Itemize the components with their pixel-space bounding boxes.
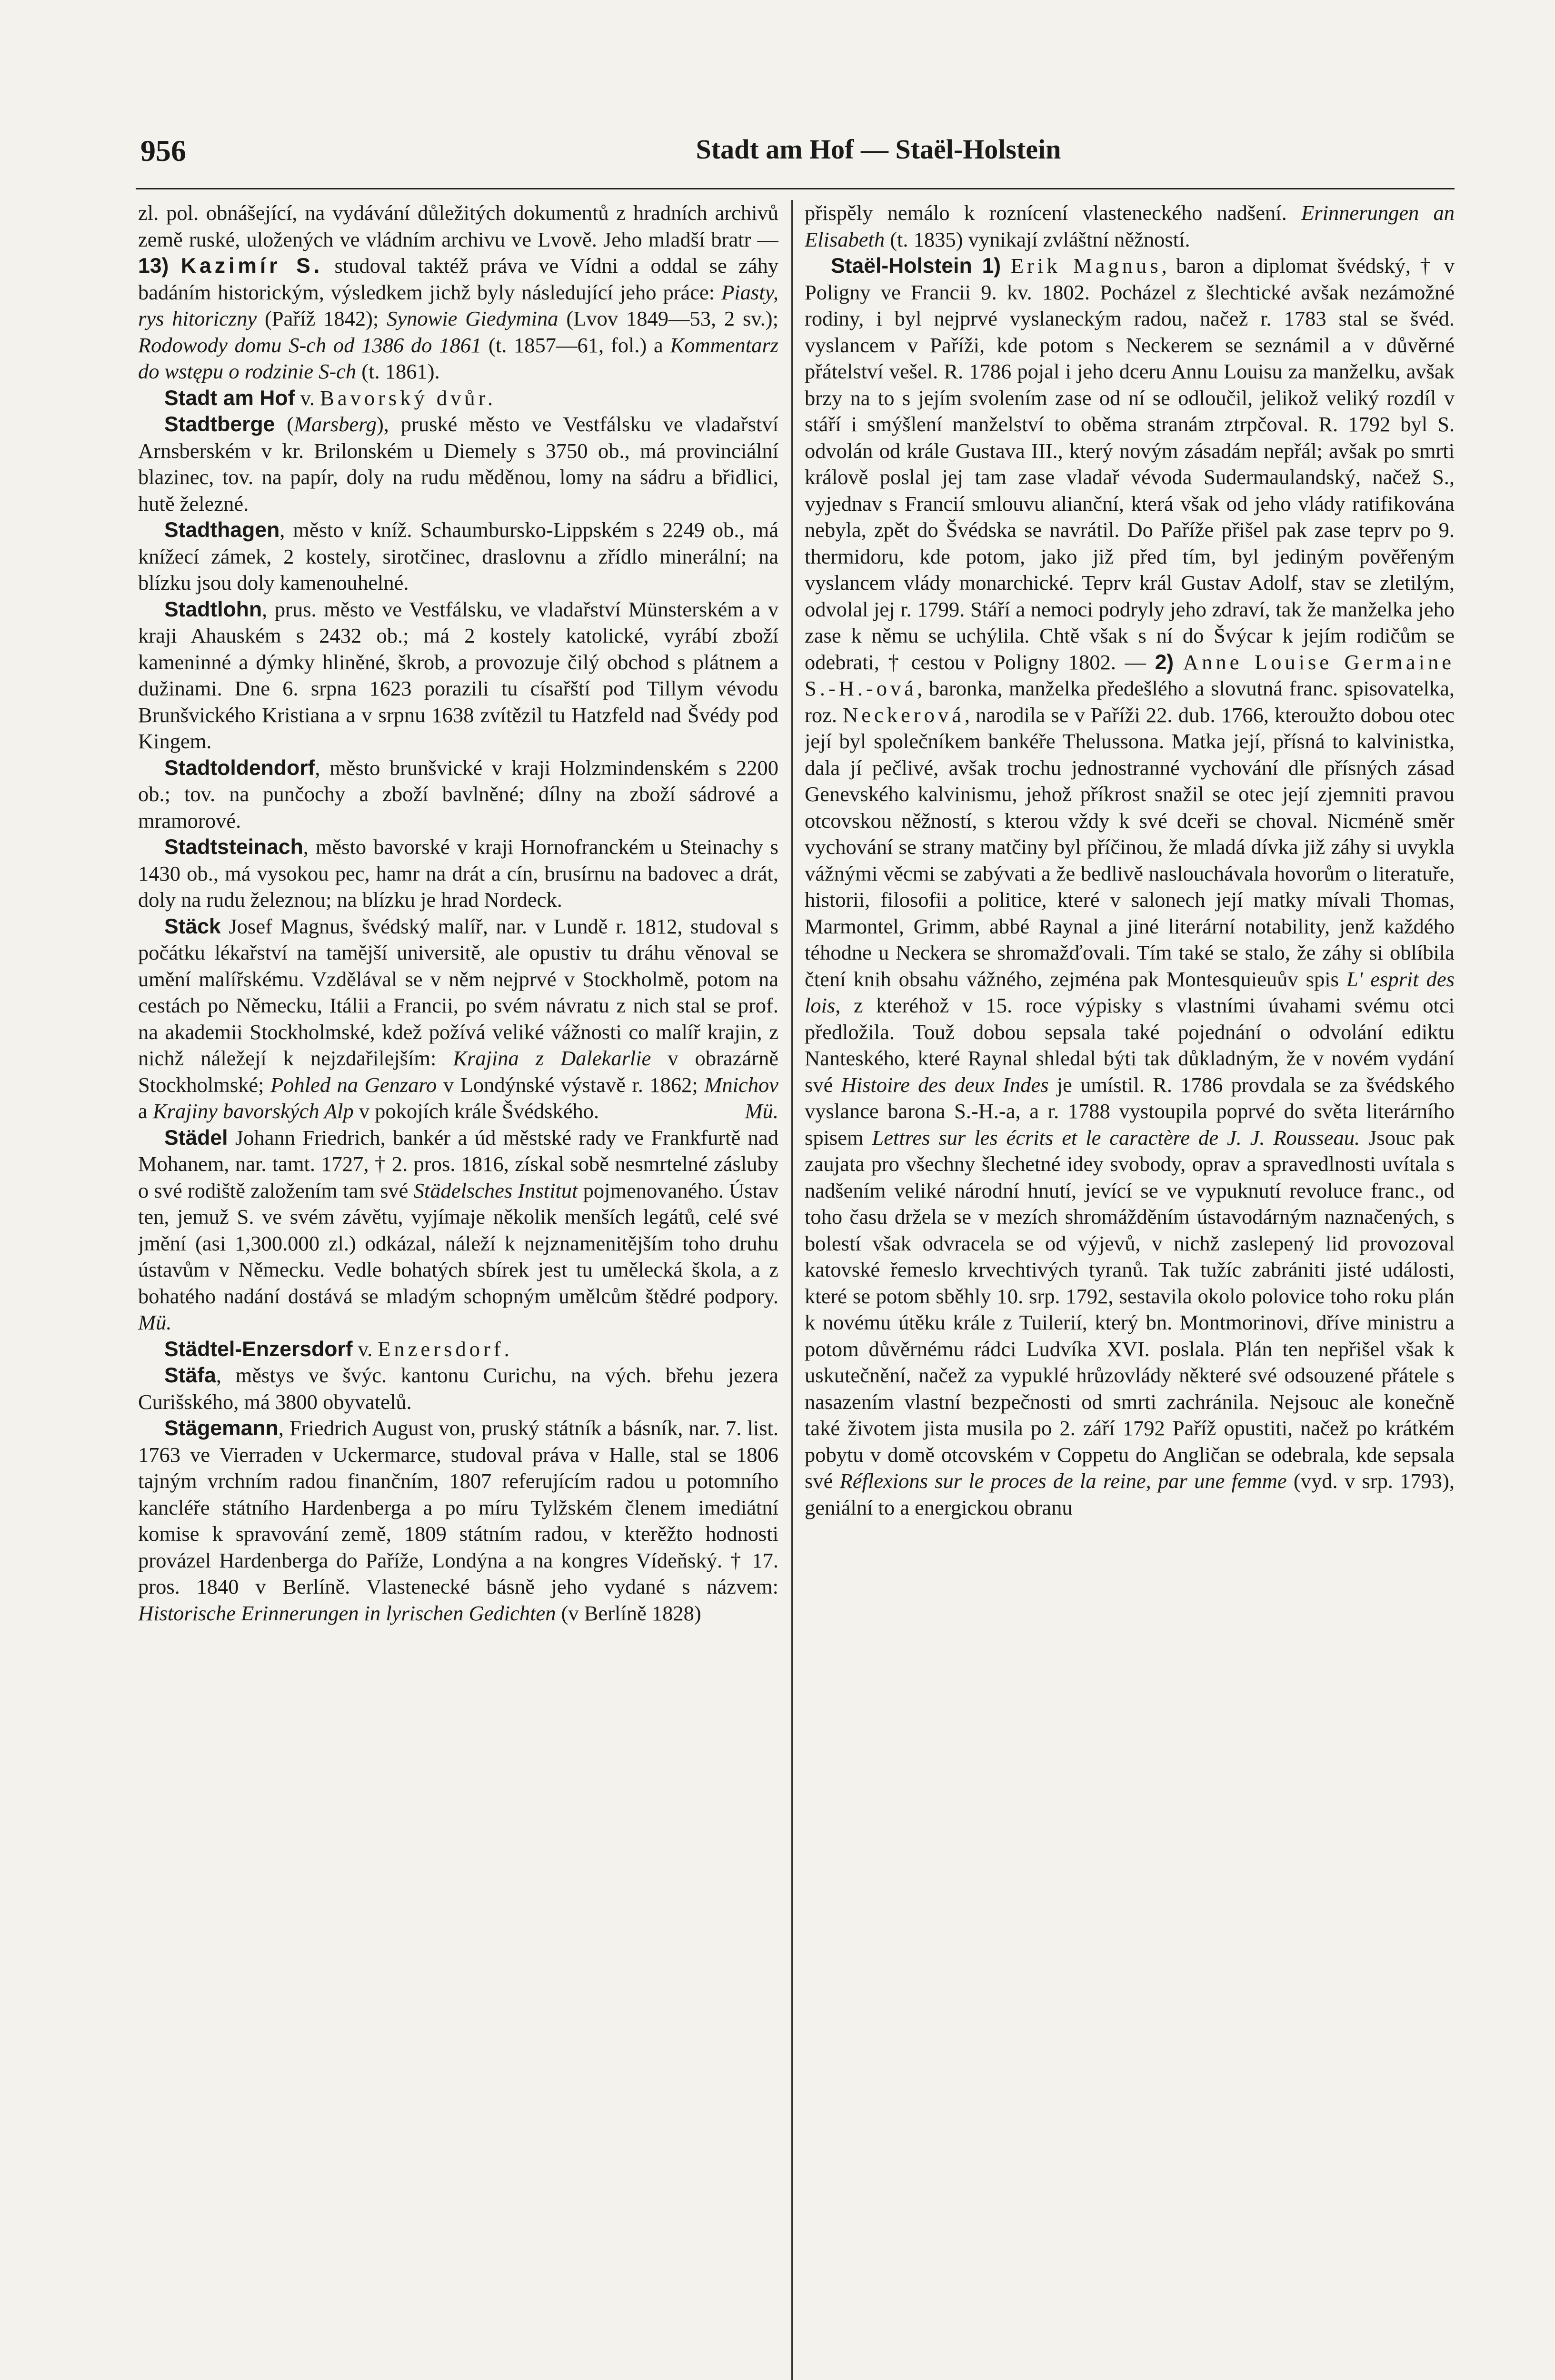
entry-stadthagen: Stadthagen, město v kníž. Schaumbursko-Lippském s 2249 ob., má knížecí zámek, 2 kostely, sirotčinec, draslovnu a zřídlo minerální; na blízku jsou doly kamenouhelné. [138,518,778,595]
entry-continuation: zl. pol. obnášející, na vydávání důležitých dokumentů z hradních archivů země ruské, uložených ve vládním archivu ve Lvově. Jeho mladší bratr — 13) Kazimír S. studoval taktéž práva ve Vídni a oddal se záhy badáním historickým, výsledkem jichž byly následující jeho práce: Piasty, rys hitoriczny (Paříž 1842); Synowie Giedymina (Lvov 1849—53, 2 sv.); Rodowody domu S-ch od 1386 do 1861 (t. 1857—61, fol.) a Kommentarz do wstępu o rodzinie S-ch (t. 1861). [138,201,778,383]
left-column [138,200,778,2380]
page-header [140,133,1455,176]
entry-stadtel-enzersdorf: Städtel-Enzersdorf v. Enzersdorf. [164,1337,513,1361]
entry-stafa: Stäfa, městys ve švýc. kantonu Curichu, na vých. břehu jezera Curišského, má 3800 obyvatelů. [138,1363,778,1414]
header-rule [136,188,1455,189]
running-title: Stadt am Hof — Staël-Holstein [696,134,1061,165]
entry-stadtsteinach: Stadtsteinach, město bavorské v kraji Hornofranckém u Steinachy s 1430 ob., má vysokou pec, hamr na drát a cín, brusírnu na badovec a drát, doly na rudu železnou; na blízku je hrad Nordeck. [138,835,778,912]
entry-continuation: přispěly nemálo k roznícení vlasteneckého nadšení. Erinnerungen an Elisabeth (t. 1835) vynikají zvláštní něžností. [805,201,1455,251]
author-signature: Mü. [138,1310,172,1334]
entry-stadtlohn: Stadtlohn, prus. město ve Vestfálsku, ve vladařství Münsterském a v kraji Ahauském s 2432 ob.; má 2 kostely katolické, vyrábí zboží kameninné a dýmky hliněné, škrob, a provozuje čilý obchod s plátnem a dužinami. Dne 6. srpna 1623 porazili tu císařští pod Tillym vévodu Brunšvického Kristiana a v srpnu 1638 zvítězil tu Hatzfeld nad Švédy pod Kingem. [138,597,778,753]
entry-stadtberge: Stadtberge (Marsberg), pruské město ve Vestfálsku ve vladařství Arnsberském v kr. Brilonském u Diemely s 3750 ob., má provinciální blazinec, tov. na papír, doly na rudu měděnou, lomy na sádru a břidlici, hutě železné. [138,412,778,516]
entry-stadt-am-hof: Stadt am Hof v. Bavorský dvůr. [164,386,497,410]
page-number: 956 [140,134,186,168]
entry-stael-holstein: Staël-Holstein 1) Erik Magnus, baron a diplomat švédský, † v Poligny ve Francii 9. kv. 1802. Pocházel z šlechtické avšak nezámožné rodiny, i byl nejprvé vyslaneckým radou, načež r. 1783 stal se švéd. vyslancem v Paříži, kde potom s Neckerem se seznámil a v důvěrné přátelství vešel. R. 1786 pojal i jeho dceru Annu Louisu za manželku, avšak brzy na to s jejím svolením zase od ní se odloučil, jelikož veliký rozdíl v stáří i smýšlení manželství to oběma stranám ztrpčoval. R. 1792 byl S. odvolán od krále Gustava III., který novým zásadám nepřál; avšak po smrti králově poslal jej tam zase vladař vévoda Sudermaulandský, načež S., vyjednav s Francií smlouvu alianční, která však od jeho vlády ratifikována nebyla, zpět do Švédska se navrátil. Do Paříže přišel pak zase teprv po 9. thermidoru, kde potom, jako již před tím, byl jediným pověřeným vyslancem vlády monarchické. Teprv král Gustav Adolf, stav se zletilým, odvolal jej r. 1799. Stáří a nemoci podryly jeho zdraví, tak že manželka jeho zase k němu se uchýlila. Chtě však s ní do Švýcar k jejím rodičům se odebrati, † cestou v Poligny 1802. — 2) Anne Louise Germaine S.-H.-ová, baronka, manželka předešlého a slovutná franc. spisovatelka, roz. Neckerová, narodila se v Paříži 22. dub. 1766, kteroužto dobou otec její byl společníkem bankéře Thelussona. Matka její, přísná to kalvinistka, dala jí pečlivé, avšak trochu jednostranné vychování dle přísných zásad Genevského kalvinismu, jehož příkrost snažil se otec její zjemniti pravou otcovskou něžností, s kterou vždy k své dceři se choval. Nicméně směr vychování se strany matčiny byl příčinou, že mladá dívka již záhy si uvykla vážnými věcmi se zabývati a že bedlivě naslouchávala hovorům o literatuře, historii, filosofii a politice, které v salonech její matky mívali Thomas, Marmontel, Grimm, abbé Raynal a jiné literární notability, jenž každého téhodne u Neckera se shromažďovali. Tím také se stalo, že záhy si oblíbila čtení knih obsahu vážného, zejména pak Montesquieuův spis L' esprit des lois, z kteréhož v 15. roce výpisky s vlastními úvahami svému otci předložila. Touž dobou sepsala také pojednání o odvolání ediktu Nanteského, které Raynal shledal býti tak důkladným, že v novém vydání své Histoire des deux Indes je umístil. R. 1786 provdala se za švédského vyslance barona S.-H.-a, a r. 1788 vystoupila poprvé do světa literárního spisem Lettres sur les écrits et le caractère de J. J. Rousseau. Jsouc pak zaujata pro všechny šlechetné idey svobody, oprav a spravedlnosti uvítala s nadšením veliké národní hnutí, jevící se ve vypuknutí revoluce franc., od toho času držela se v mezích shromážděním ústavodárným naznačených, s bolestí však odvracela se od výjevů, v nichž zaslepený lid provozoval katovské řemeslo krvechtivých tyranů. Tak tužíc zabrániti jisté události, které se potom sběhly 10. srp. 1792, sestavila okolo polovice toho roku plán k novému útěku krále z Tuilerií, který bn. Montmorinovi, dříve ministru a potom důvěrnému rádci Ludvíka XVI. poslala. Plán ten nepřišel však k uskutečnění, načež za vypuklé hrůzovlády některé své odsouzené přátele s nasazením vlastní bezpečnosti od smrti zachránila. Nejsouc ale konečně také životem jista musila po 2. září 1792 Paříž opustiti, načež po krátkém pobytu v domě otcovském v Coppetu do Angličan se odebrala, kde sepsala své Réflexions sur le proces de la reine, par une femme (vyd. v srp. 1793), geniální to a energickou obranu [805,254,1455,1519]
right-column [805,200,1455,2380]
entry-stadel: Städel Johann Friedrich, bankér a úd městské rady ve Frankfurtě nad Mohanem, nar. tamt. 1727, † 2. pros. 1816, získal sobě nesmrtelné zásluby o své rodiště založením tam své Städelsches Institut pojmenovaného. Ústav ten, jemuž S. ve svém závětu, vyjímaje několik menších legátů, celé své jmění (asi 1,300.000 zl.) odkázal, náleží k nejznamenitějším toho druhu ústavům v Německu. Vedle bohatých sbírek jest tu umělecká škola, a z bohatého nadání dostává se mladým schopným umělcům štědré podpory. Mü. [138,1125,778,1334]
entry-stagemann: Stägemann, Friedrich August von, pruský státník a básník, nar. 7. list. 1763 ve Vierraden v Uckermarce, studoval práva v Halle, stal se 1806 tajným vrchním radou finančním, 1807 referujícím radou u potomního kancléře státního Hardenberga a po míru Tylžském členem imediátní komise k spravování země, 1809 státním radou, v kterěžto hodnosti provázel Hardenberga do Paříže, Londýna a na kongres Vídeňský. † 17. pros. 1840 v Berlíně. Vlastenecké básně jeho vydané s názvem: Historische Erinnerungen in lyrischen Gedichten (v Berlíně 1828) [138,1416,778,1625]
entry-stack: Stäck Josef Magnus, švédský malíř, nar. v Lundě r. 1812, studoval s počátku lékařství na tamější universitě, ale opustiv tu dráhu věnoval se umění malířskému. Vzdělával se v něm nejprvé v Stockholmě, potom na cestách po Německu, Itálii a Francii, po svém návratu z nich stal se prof. na akademii Stockholmské, kdež požívá veliké vážnosti co malíř krajin, z nichž náležejí k nejzdařilejším: Krajina z Dalekarlie v obrazárně Stockholmské; Pohled na Genzaro v Londýnské výstavě r. 1862; Mnichov a Krajiny bavorských Alp v pokojích krále Švédského. Mü. [138,913,778,1125]
entry-stadtoldendorf: Stadtoldendorf, město brunšvické v kraji Holzmindenském s 2200 ob.; tov. na punčochy a zboží bavlněné; dílny na zboží sádrové a mramorové. [138,755,778,833]
column-divider [791,200,793,2380]
author-signature: Mü. [745,1099,778,1123]
